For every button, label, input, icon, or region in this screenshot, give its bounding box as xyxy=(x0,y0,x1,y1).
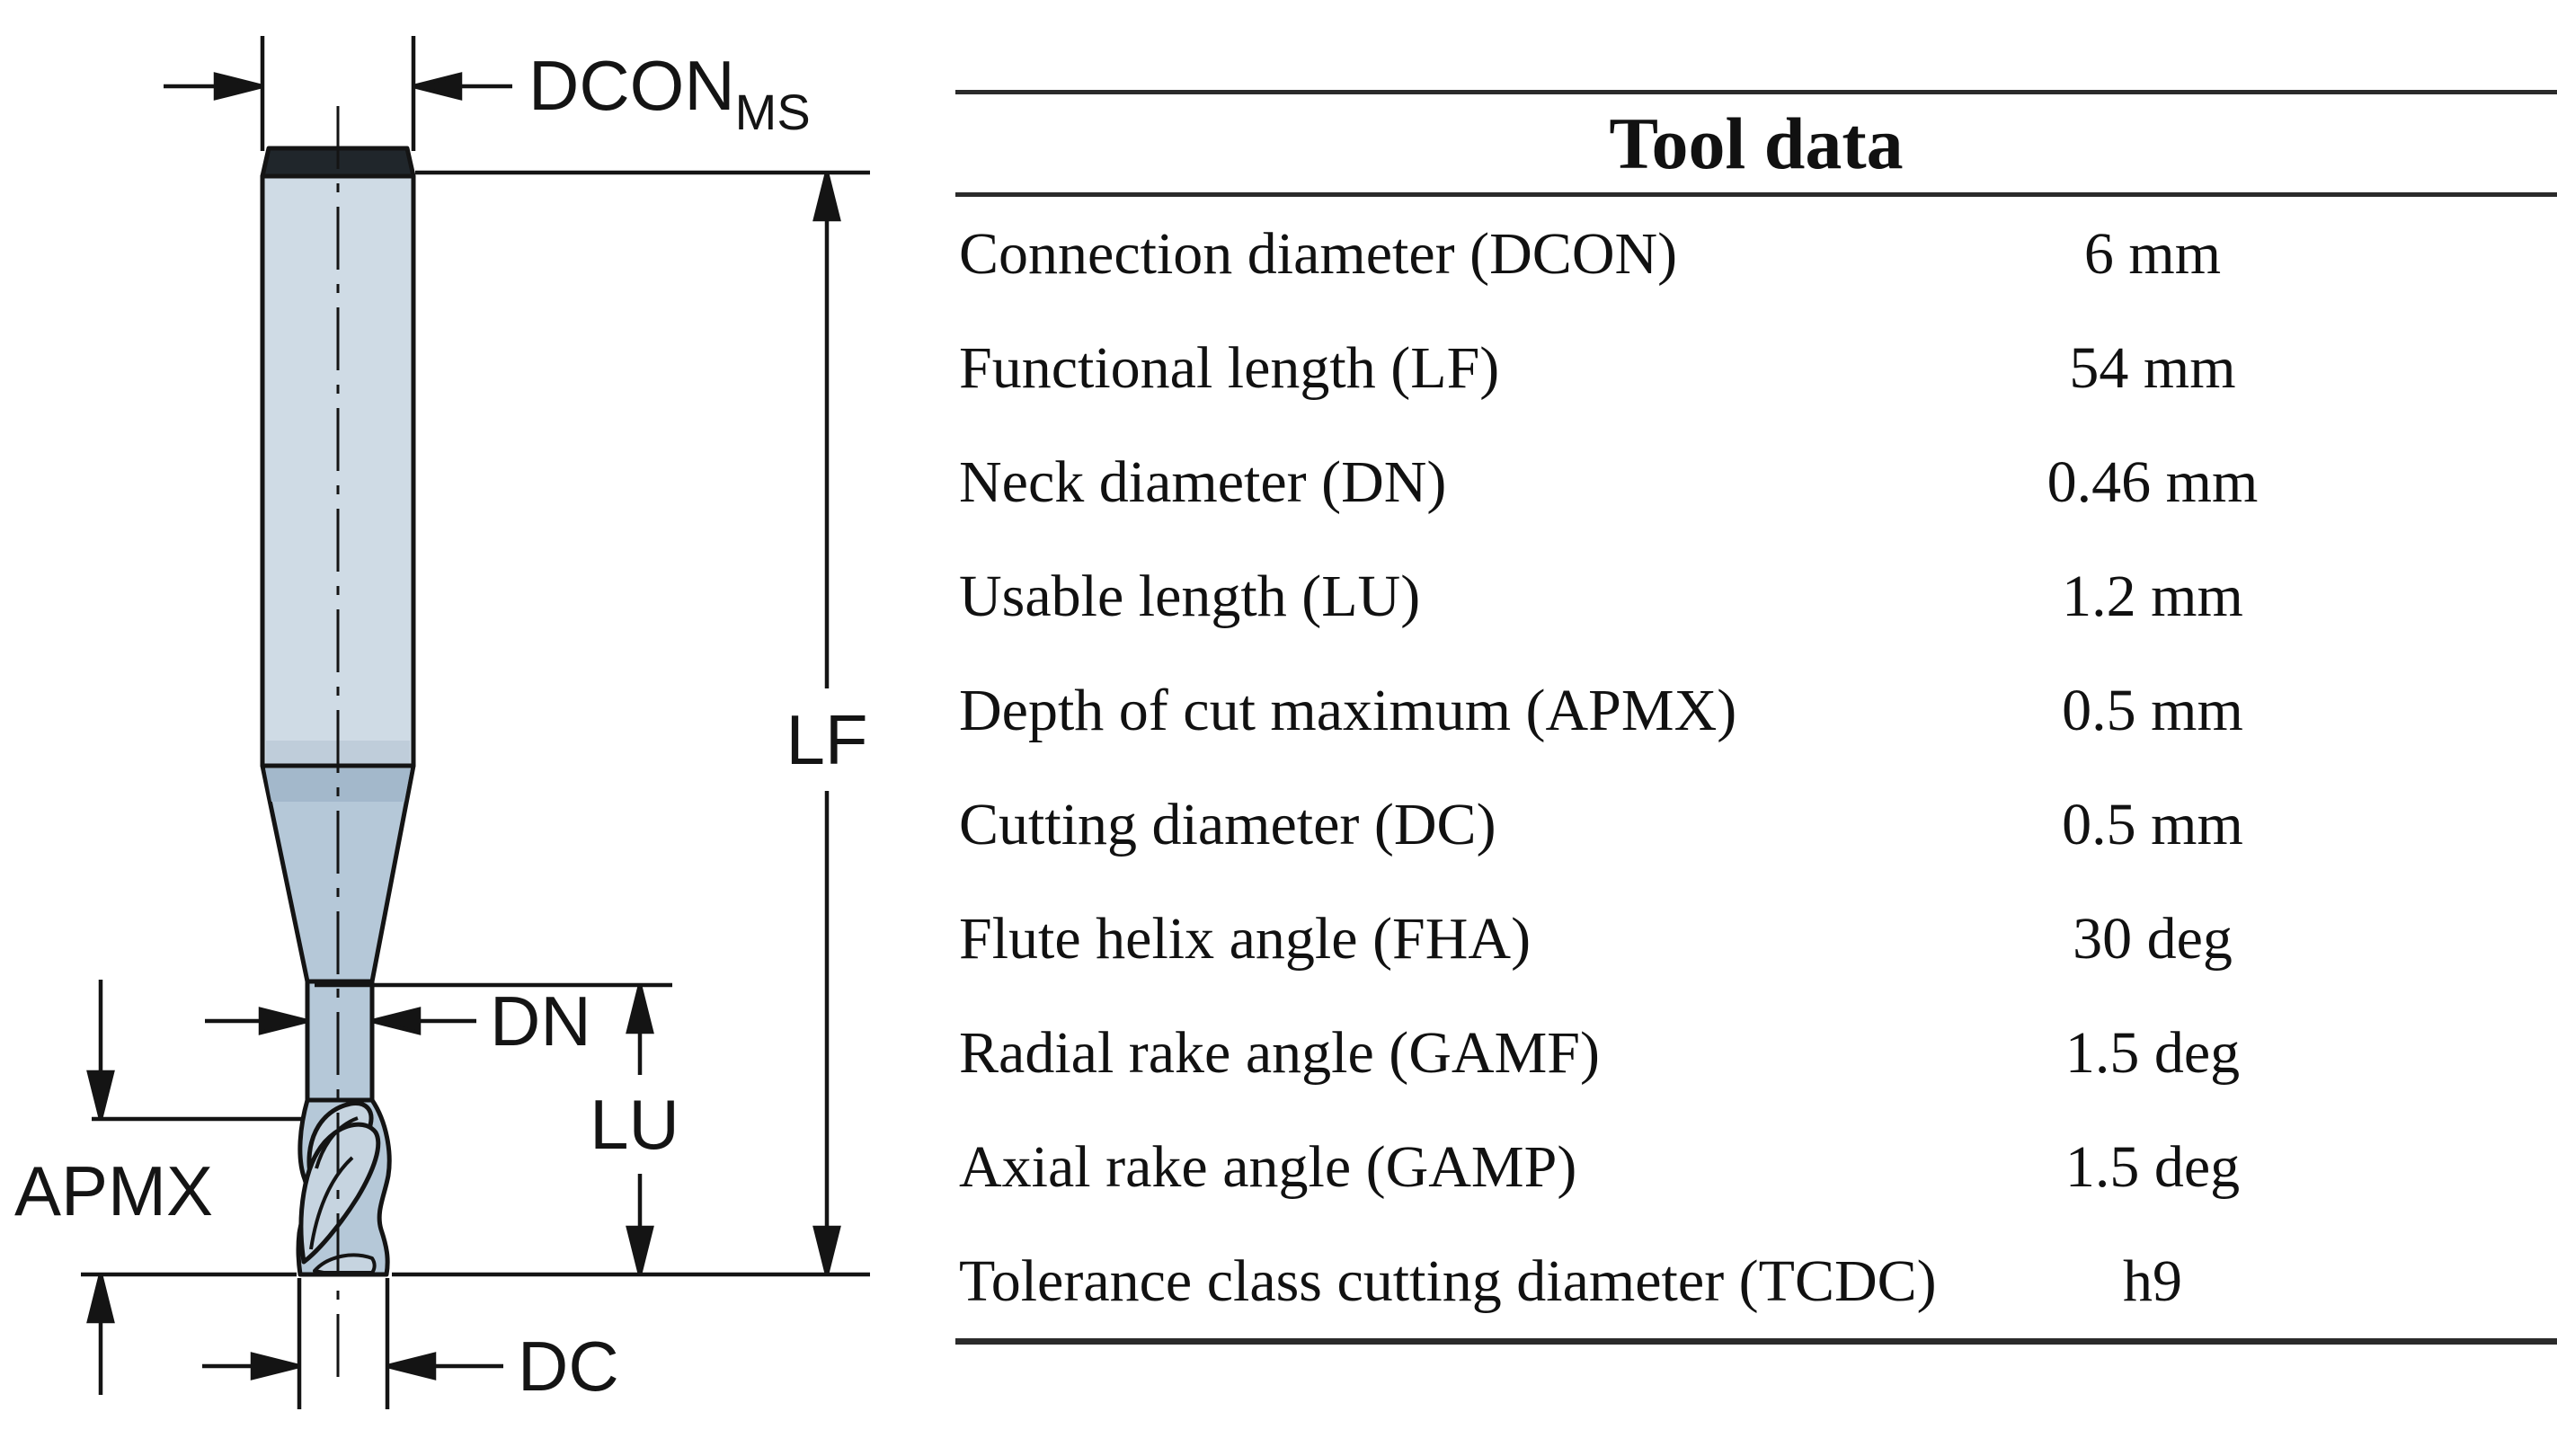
lu-arrow-up xyxy=(628,985,652,1032)
end-mill-drawing xyxy=(0,0,926,1456)
dcon-arrow-right-head xyxy=(413,75,460,98)
table-title-row xyxy=(955,94,2557,197)
dn-arrow-right-head xyxy=(372,1009,419,1033)
parameter-label: Connection diameter (DCON) xyxy=(959,220,1678,287)
parameter-value: 1.5 deg xyxy=(2064,1019,2241,1086)
parameter-label: Functional length (LF) xyxy=(959,334,1500,401)
parameter-value: 30 deg xyxy=(2073,905,2233,972)
table-row xyxy=(955,882,2557,996)
dn-arrow-left-head xyxy=(261,1009,307,1033)
table-title: Tool data xyxy=(1609,102,1904,184)
table-row xyxy=(955,1110,2557,1224)
lu-label: LU xyxy=(590,1085,679,1164)
lf-arrow-down xyxy=(815,1228,839,1274)
lf-arrow-up xyxy=(815,173,839,219)
tool-data-table xyxy=(955,90,2557,1345)
parameter-label: Depth of cut maximum (APMX) xyxy=(959,677,1737,743)
table-row xyxy=(955,197,2557,311)
lf-label: LF xyxy=(786,700,868,779)
dc-arrow-right-head xyxy=(387,1354,434,1378)
parameter-value: 1.2 mm xyxy=(2062,563,2243,629)
end-mill-svg xyxy=(0,0,926,1456)
dc-dimension xyxy=(202,1278,503,1409)
tool-taper-band xyxy=(265,768,411,802)
parameter-value: 0.5 mm xyxy=(2062,791,2243,857)
dcon-arrow-left-head xyxy=(216,75,262,98)
parameter-label: Tolerance class cutting diameter (TCDC) xyxy=(959,1247,1937,1314)
table-row xyxy=(955,1224,2557,1338)
dcon-label: $DCON_{MS}$ xyxy=(528,46,811,140)
table-row xyxy=(955,653,2557,768)
parameter-label: Usable length (LU) xyxy=(959,563,1421,629)
parameter-label: Flute helix angle (FHA) xyxy=(959,905,1532,972)
parameter-label: Radial rake angle (GAMF) xyxy=(959,1019,1600,1086)
parameter-value: 0.5 mm xyxy=(2062,677,2243,743)
apmx-label: APMX xyxy=(14,1151,214,1230)
table-row xyxy=(955,425,2557,539)
table-rows xyxy=(955,197,2557,1345)
parameter-value: 54 mm xyxy=(2069,334,2236,401)
table-row xyxy=(955,768,2557,882)
table-row xyxy=(955,311,2557,425)
dcon-label-subscript: MS xyxy=(734,84,811,140)
parameter-value: h9 xyxy=(2123,1247,2182,1314)
lu-arrow-down xyxy=(628,1228,652,1274)
table-row xyxy=(955,539,2557,653)
parameter-label: Axial rake angle (GAMP) xyxy=(959,1133,1577,1200)
apmx-arrow-up-head xyxy=(89,1274,112,1321)
dn-dimension xyxy=(205,985,672,1033)
parameter-label: Cutting diameter (DC) xyxy=(959,791,1496,857)
tool-neck xyxy=(307,981,372,1100)
table-row xyxy=(955,996,2557,1110)
dn-label: DN xyxy=(490,981,591,1061)
dc-label: DC xyxy=(518,1327,619,1406)
parameter-label: Neck diameter (DN) xyxy=(959,448,1447,515)
apmx-arrow-down-head xyxy=(89,1072,112,1119)
parameter-value: 6 mm xyxy=(2083,220,2222,287)
parameter-value: 0.46 mm xyxy=(2046,448,2259,515)
dc-arrow-left-head xyxy=(253,1354,299,1378)
parameter-value: 1.5 deg xyxy=(2064,1133,2241,1200)
